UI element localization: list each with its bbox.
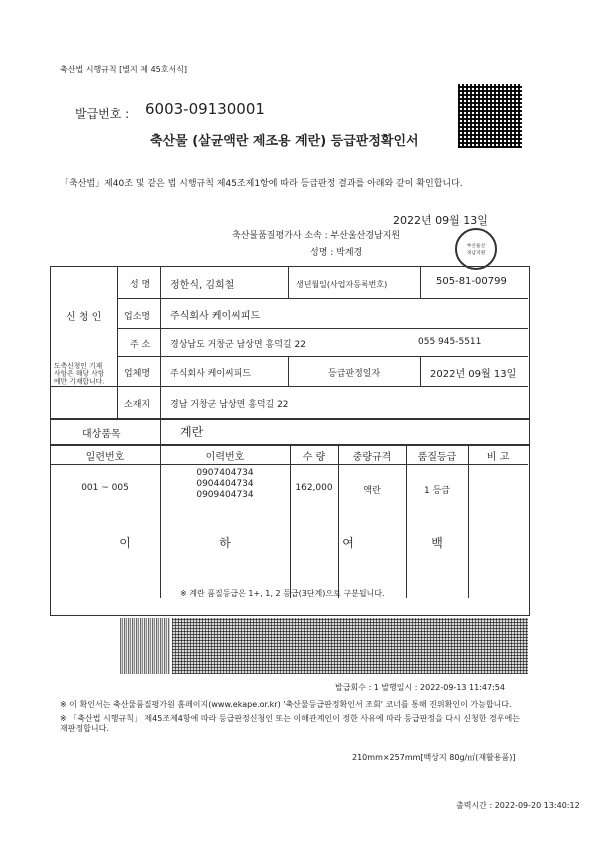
column-divider xyxy=(160,266,161,418)
grade-cell: 1 등급 xyxy=(424,486,450,496)
target-row xyxy=(50,418,530,446)
void-marker: 이 xyxy=(119,536,131,550)
void-marker: 백 xyxy=(431,536,443,550)
official-stamp xyxy=(455,228,497,270)
issue-date: 2022년 09월 13일 xyxy=(393,214,488,227)
agency-label: 축산물품질평가사 소속 : 부산울산경남지원 xyxy=(232,231,401,241)
col-header: 일련번호 xyxy=(85,452,125,463)
header-divider xyxy=(50,464,528,465)
column-divider xyxy=(288,356,289,386)
type-label: 업체명 xyxy=(124,369,151,379)
column-divider xyxy=(288,266,289,298)
target-value: 계란 xyxy=(180,425,204,439)
col-header: 이력번호 xyxy=(205,452,245,463)
company-value: 주식회사 케이씨피드 xyxy=(170,311,261,322)
column-divider xyxy=(406,444,407,598)
weight-cell: 액란 xyxy=(363,486,381,496)
column-divider xyxy=(420,356,421,386)
column-divider xyxy=(160,418,161,444)
col-header: 중량규격 xyxy=(352,452,392,463)
grade-note: ※ 계란 품질등급은 1+, 1, 2 등급(3단계)으로 구분됩니다. xyxy=(180,589,385,598)
issue-number: 6003-09130001 xyxy=(145,100,265,118)
id-value: 505-81-00799 xyxy=(436,276,507,287)
trace-numbers-cell xyxy=(160,468,290,501)
judgement-date-value: 2022년 09월 13일 xyxy=(430,369,517,380)
trace-number: 0909404734 xyxy=(196,490,254,500)
row-divider xyxy=(117,298,528,299)
security-pattern xyxy=(172,618,528,674)
issue-meta: 발급회수 : 1 발행일시 : 2022-09-13 11:47:54 xyxy=(335,683,505,692)
phone-value: 055 945-5511 xyxy=(418,337,482,347)
address-label: 주 소 xyxy=(130,340,151,350)
side-notes: 도축신청인 기재사항은 해당 사항에만 기재합니다. xyxy=(54,362,105,385)
judgement-date-label: 등급판정일자 xyxy=(328,369,381,379)
location-label: 소재지 xyxy=(124,400,151,410)
qr-code xyxy=(458,84,522,148)
serial-cell: 001 ~ 005 xyxy=(81,483,129,493)
applicant-label: 신 청 인 xyxy=(66,312,102,323)
location-value: 경남 거창군 남상면 흥덕길 22 xyxy=(170,400,289,410)
void-marker: 하 xyxy=(219,536,231,550)
name-label: 성 명 xyxy=(130,280,151,290)
stamp-text: 부산울산경남지원 xyxy=(466,243,486,255)
column-divider xyxy=(117,266,118,418)
type-value: 주식회사 케이씨피드 xyxy=(170,369,252,379)
intro-text: 「축산법」제40조 및 같은 법 시행규칙 제45조제1항에 따라 등급판정 결과를 아래와 같이 확인합니다. xyxy=(60,179,463,189)
row-divider xyxy=(117,328,528,329)
page-title: 축산물 (살균액란 제조용 계란) 등급판정확인서 xyxy=(150,134,419,149)
form-reference: 축산법 시행규칙 [별지 제 45호서식] xyxy=(60,65,188,74)
qty-cell: 162,000 xyxy=(295,483,333,493)
note-line: ※ 「축산법 시행규칙」 제45조제4항에 따라 등급판정신청인 또는 이해관계인이 정한 사유에 따라 등급판정을 다시 신청한 경우에는 재판정합니다. xyxy=(60,714,520,733)
void-marker: 여 xyxy=(342,536,354,550)
target-label: 대상품목 xyxy=(82,429,121,440)
print-time: 출력시간 : 2022-09-20 13:40:12 xyxy=(456,801,580,810)
row-divider xyxy=(50,386,528,387)
column-divider xyxy=(338,444,339,598)
notes-block xyxy=(60,700,530,734)
col-header: 비 고 xyxy=(486,452,510,463)
id-label: 생년월일(사업자등록번호) xyxy=(296,280,388,289)
column-divider xyxy=(468,444,469,598)
issue-label: 발급번호 : xyxy=(75,107,130,121)
security-pattern xyxy=(120,618,170,674)
paper-spec: 210mm×257mm[백상지 80g/㎡(재활용품)] xyxy=(352,753,516,762)
trace-number: 0904404734 xyxy=(196,479,254,489)
col-header: 수 량 xyxy=(302,452,326,463)
company-label: 업소명 xyxy=(124,312,151,322)
column-divider xyxy=(290,444,291,598)
official-name: 성명 : 박계경 xyxy=(310,248,363,258)
trace-number: 0907404734 xyxy=(196,468,254,478)
address-value: 경상남도 거창군 남상면 흥덕길 22 xyxy=(170,340,306,350)
note-line: ※ 이 확인서는 축산물품질평가원 홈페이지(www.ekape.or.kr) '축산물등급판정확인서 조회' 코너를 통해 진위확인이 가능합니다. xyxy=(60,700,512,709)
name-value: 정한식, 김희철 xyxy=(170,280,235,291)
column-divider xyxy=(420,266,421,298)
row-divider xyxy=(117,356,528,357)
col-header: 품질등급 xyxy=(417,452,457,463)
